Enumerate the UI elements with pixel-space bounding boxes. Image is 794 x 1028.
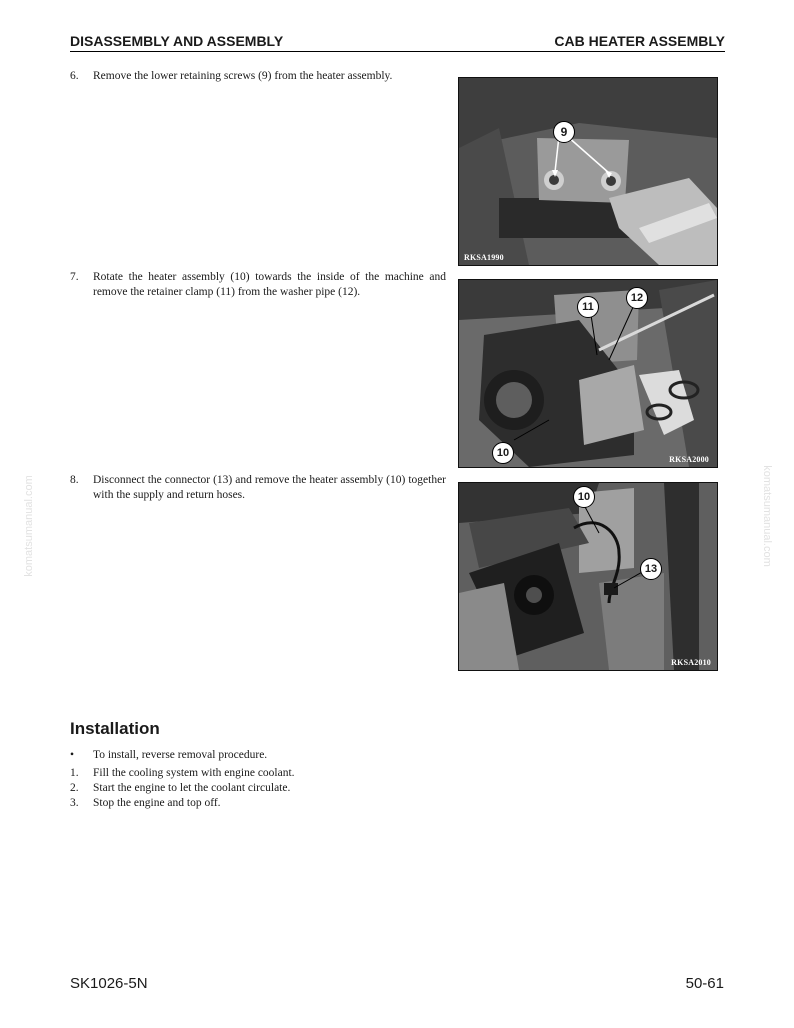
installation-item [70, 748, 470, 763]
page-header [70, 33, 725, 52]
photo-illustration [459, 483, 717, 670]
list-text: Stop the engine and top off. [93, 797, 221, 809]
step-number: 8. [70, 474, 79, 486]
list-marker: 1. [70, 767, 79, 779]
installation-item [70, 766, 470, 781]
step-number: 7. [70, 271, 79, 283]
list-text: Start the engine to let the coolant circulate. [93, 782, 291, 794]
step-text: Remove the lower retaining screws (9) from the heater assembly. [93, 70, 393, 82]
photo-retaining-screws [458, 77, 718, 266]
callout-9: 9 [553, 121, 575, 143]
callout-10: 10 [492, 442, 514, 464]
step-7 [70, 270, 446, 300]
watermark-left: komatsumanual.com [22, 475, 35, 577]
chapter-title: CAB HEATER ASSEMBLY [554, 33, 725, 49]
list-marker: • [70, 749, 75, 761]
photo-caption: RKSA2000 [669, 455, 709, 464]
list-text: Fill the cooling system with engine coolant. [93, 767, 295, 779]
section-title: DISASSEMBLY AND ASSEMBLY [70, 33, 284, 49]
list-marker: 2. [70, 782, 79, 794]
watermark-right: komatsumanual.com [760, 465, 773, 567]
list-text: To install, reverse removal procedure. [93, 749, 268, 761]
step-6 [70, 69, 446, 84]
list-marker: 3. [70, 797, 79, 809]
photo-caption: RKSA2010 [671, 658, 711, 667]
model-number: SK1026-5N [70, 975, 148, 992]
step-text: Rotate the heater assembly (10) towards the inside of the machine and remove the retainer clamp (11) from the washer pipe (12). [93, 271, 446, 298]
installation-item [70, 796, 470, 811]
installation-heading: Installation [70, 719, 160, 738]
step-text: Disconnect the connector (13) and remove the heater assembly (10) together with the supply and return hoses. [93, 474, 446, 501]
page-number: 50-61 [685, 975, 724, 992]
step-8 [70, 473, 446, 503]
photo-illustration [459, 78, 717, 265]
callout-10: 10 [573, 486, 595, 508]
photo-connector [458, 482, 718, 671]
photo-retainer-clamp [458, 279, 718, 468]
step-number: 6. [70, 70, 79, 82]
installation-item [70, 781, 470, 796]
callout-12: 12 [626, 287, 648, 309]
callout-11: 11 [577, 296, 599, 318]
photo-caption: RKSA1990 [464, 253, 504, 262]
callout-13: 13 [640, 558, 662, 580]
